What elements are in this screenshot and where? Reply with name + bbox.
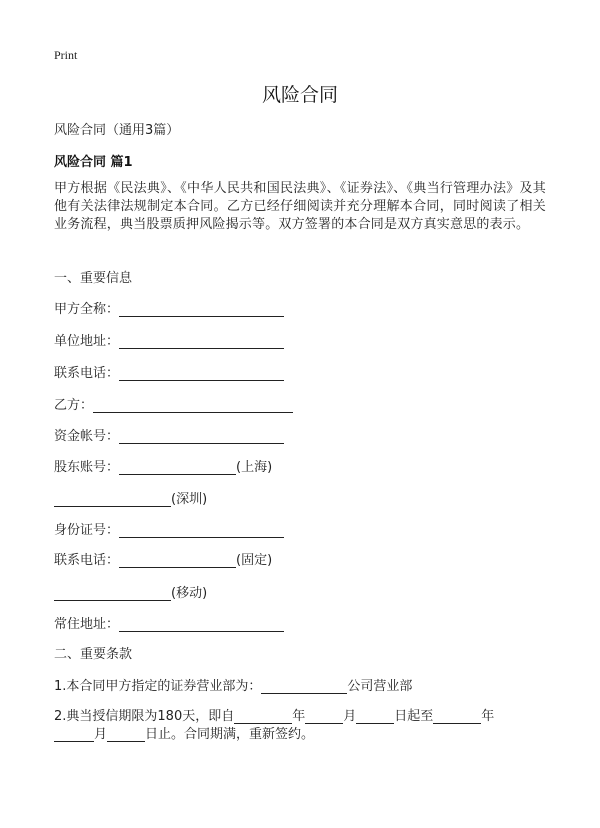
id-number-field[interactable] xyxy=(54,519,284,538)
shareholder-account-shenzhen-field[interactable] xyxy=(54,488,207,507)
fund-account-field[interactable] xyxy=(54,425,284,444)
clause-text: 年 xyxy=(481,709,495,724)
field-suffix: (移动) xyxy=(171,586,208,601)
blank-line[interactable] xyxy=(119,334,284,349)
field-suffix: (上海) xyxy=(236,460,273,475)
blank-line[interactable] xyxy=(54,727,94,742)
blank-line[interactable] xyxy=(234,709,292,724)
party-a-name-field[interactable] xyxy=(54,298,284,317)
clause-2-line-1[interactable] xyxy=(54,705,494,724)
blank-line[interactable] xyxy=(305,709,343,724)
blank-line[interactable] xyxy=(356,709,394,724)
field-label: 联系电话： xyxy=(54,553,120,568)
clause-text: 月 xyxy=(94,727,108,742)
field-label: 资金帐号： xyxy=(54,429,120,444)
document-title: 风险合同 xyxy=(261,84,338,106)
print-label[interactable]: Print xyxy=(54,48,78,62)
intro-paragraph: 甲方根据《民法典》、《中华人民共和国民法典》、《证券法》、《典当行管理办法》及其他有关法律法规制定本合同。乙方已经仔细阅读并充分理解本合同，同时阅读了相关业务流程，典当股票质押风险揭示等。双方签署的本合同是双方真实意思的表示。 xyxy=(54,181,546,232)
field-suffix: (固定) xyxy=(236,553,273,568)
field-label: 甲方全称： xyxy=(54,302,120,317)
phone-field-1[interactable] xyxy=(54,362,284,381)
field-label: 单位地址： xyxy=(54,334,120,349)
blank-line[interactable] xyxy=(433,709,481,724)
clause-text: 日止。合同期满，重新签约。 xyxy=(145,727,315,742)
clause-1[interactable] xyxy=(54,675,412,694)
phone-mobile-field[interactable] xyxy=(54,582,207,601)
section-1-heading: 一、重要信息 xyxy=(54,271,133,286)
blank-line[interactable] xyxy=(107,727,145,742)
clause-text: 公司营业部 xyxy=(347,679,413,694)
blank-line[interactable] xyxy=(119,553,236,568)
blank-line[interactable] xyxy=(261,679,347,694)
clause-text: 日起至 xyxy=(394,709,434,724)
blank-line[interactable] xyxy=(119,523,284,538)
clause-text: 1.本合同甲方指定的证券营业部为： xyxy=(54,679,262,694)
party-b-field[interactable] xyxy=(54,394,293,413)
blank-line[interactable] xyxy=(93,398,293,413)
blank-line[interactable] xyxy=(119,460,236,475)
shareholder-account-shanghai-field[interactable] xyxy=(54,456,272,475)
clause-text: 年 xyxy=(292,709,306,724)
clause-text: 月 xyxy=(343,709,357,724)
field-suffix: (深圳) xyxy=(171,492,208,507)
blank-line[interactable] xyxy=(119,366,284,381)
blank-line[interactable] xyxy=(119,617,284,632)
article-heading: 风险合同 篇1 xyxy=(54,155,133,170)
field-label: 联系电话： xyxy=(54,366,120,381)
residence-field[interactable] xyxy=(54,613,284,632)
phone-fixed-field[interactable] xyxy=(54,549,272,568)
field-label: 身份证号： xyxy=(54,523,120,538)
field-label: 常住地址： xyxy=(54,617,120,632)
blank-line[interactable] xyxy=(119,302,284,317)
blank-line[interactable] xyxy=(119,429,284,444)
blank-line[interactable] xyxy=(54,492,171,507)
field-label: 乙方： xyxy=(54,398,94,413)
clause-text: 2.典当授信期限为180天，即自 xyxy=(54,709,235,724)
unit-address-field[interactable] xyxy=(54,330,284,349)
section-2-heading: 二、重要条款 xyxy=(54,647,133,662)
clause-2-line-2[interactable] xyxy=(54,723,314,742)
document-subtitle: 风险合同（通用3篇） xyxy=(54,123,180,138)
blank-line[interactable] xyxy=(54,586,171,601)
field-label: 股东账号： xyxy=(54,460,120,475)
